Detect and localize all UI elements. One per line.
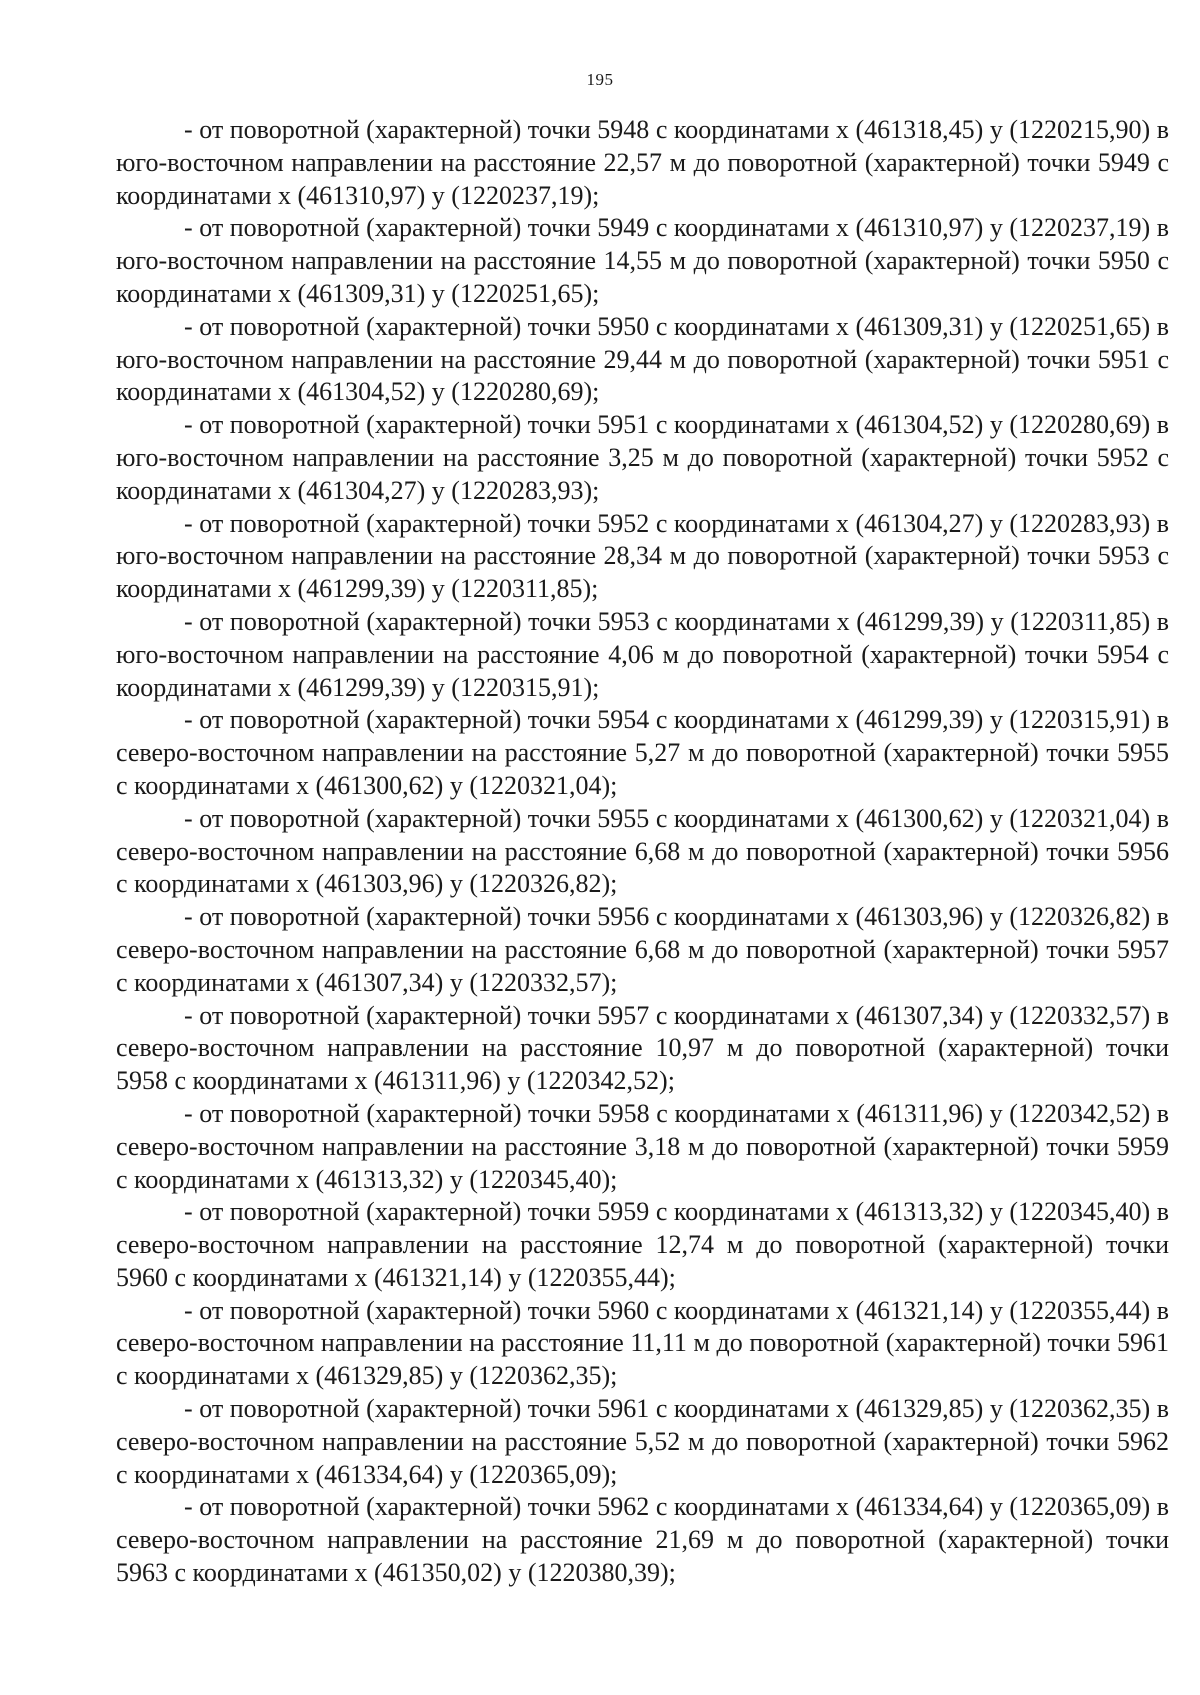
document-body: [116, 114, 1169, 1590]
boundary-segment-paragraph: - от поворотной (характерной) точки 5961 с координатами x (461329,85) y (1220362,35) в северо-восточном направлении на расстояние 5,52 м до поворотной (характерной) точки 5962 с координатами x (461334,64) y (1220365,09);: [116, 1394, 1169, 1489]
boundary-segment-paragraph: - от поворотной (характерной) точки 5952 с координатами x (461304,27) y (1220283,93) в юго-восточном направлении на расстояние 28,34 м до поворотной (характерной) точки 5953 с координатами x (461299,39) y (1220311,85);: [116, 508, 1169, 604]
boundary-segment-paragraph: - от поворотной (характерной) точки 5962 с координатами x (461334,64) y (1220365,09) в северо-восточном направлении на расстояние 21,69 м до поворотной (характерной) точки 5963 с координатами x (461350,02) y (1220380,39);: [116, 1492, 1169, 1588]
boundary-segment-paragraph: - от поворотной (характерной) точки 5960 с координатами x (461321,14) y (1220355,44) в северо-восточном направлении на расстояние 11,11 м до поворотной (характерной) точки 5961 с координатами x (461329,85) y (1220362,35);: [116, 1295, 1169, 1391]
boundary-segment-paragraph: - от поворотной (характерной) точки 5950 с координатами x (461309,31) y (1220251,65) в юго-восточном направлении на расстояние 29,44 м до поворотной (характерной) точки 5951 с координатами x (461304,52) y (1220280,69);: [116, 311, 1169, 407]
boundary-segment-paragraph: - от поворотной (характерной) точки 5953 с координатами x (461299,39) y (1220311,85) в юго-восточном направлении на расстояние 4,06 м до поворотной (характерной) точки 5954 с координатами x (461299,39) y (1220315,91);: [116, 606, 1169, 702]
boundary-segment-paragraph: - от поворотной (характерной) точки 5959 с координатами x (461313,32) y (1220345,40) в северо-восточном направлении на расстояние 12,74 м до поворотной (характерной) точки 5960 с координатами x (461321,14) y (1220355,44);: [116, 1197, 1169, 1292]
boundary-segment-paragraph: - от поворотной (характерной) точки 5958 с координатами x (461311,96) y (1220342,52) в северо-восточном направлении на расстояние 3,18 м до поворотной (характерной) точки 5959 с координатами x (461313,32) y (1220345,40);: [116, 1098, 1169, 1194]
boundary-segment-paragraph: - от поворотной (характерной) точки 5957 с координатами x (461307,34) y (1220332,57) в северо-восточном направлении на расстояние 10,97 м до поворотной (характерной) точки 5958 с координатами x (461311,96) y (1220342,52);: [116, 1000, 1169, 1096]
boundary-segment-paragraph: - от поворотной (характерной) точки 5956 с координатами x (461303,96) y (1220326,82) в северо-восточном направлении на расстояние 6,68 м до поворотной (характерной) точки 5957 с координатами x (461307,34) y (1220332,57);: [116, 902, 1169, 997]
boundary-segment-paragraph: - от поворотной (характерной) точки 5948 с координатами x (461318,45) y (1220215,90) в юго-восточном направлении на расстояние 22,57 м до поворотной (характерной) точки 5949 с координатами x (461310,97) y (1220237,19);: [116, 115, 1169, 210]
boundary-segment-paragraph: - от поворотной (характерной) точки 5955 с координатами x (461300,62) y (1220321,04) в северо-восточном направлении на расстояние 6,68 м до поворотной (характерной) точки 5956 с координатами x (461303,96) y (1220326,82);: [116, 803, 1169, 899]
page-number: 195: [586, 70, 614, 89]
boundary-segment-paragraph: - от поворотной (характерной) точки 5951 с координатами x (461304,52) y (1220280,69) в юго-восточном направлении на расстояние 3,25 м до поворотной (характерной) точки 5952 с координатами x (461304,27) y (1220283,93);: [116, 410, 1169, 505]
boundary-segment-paragraph: - от поворотной (характерной) точки 5949 с координатами x (461310,97) y (1220237,19) в юго-восточном направлении на расстояние 14,55 м до поворотной (характерной) точки 5950 с координатами x (461309,31) y (1220251,65);: [116, 213, 1169, 308]
boundary-segment-paragraph: - от поворотной (характерной) точки 5954 с координатами x (461299,39) y (1220315,91) в северо-восточном направлении на расстояние 5,27 м до поворотной (характерной) точки 5955 с координатами x (461300,62) y (1220321,04);: [116, 705, 1169, 800]
